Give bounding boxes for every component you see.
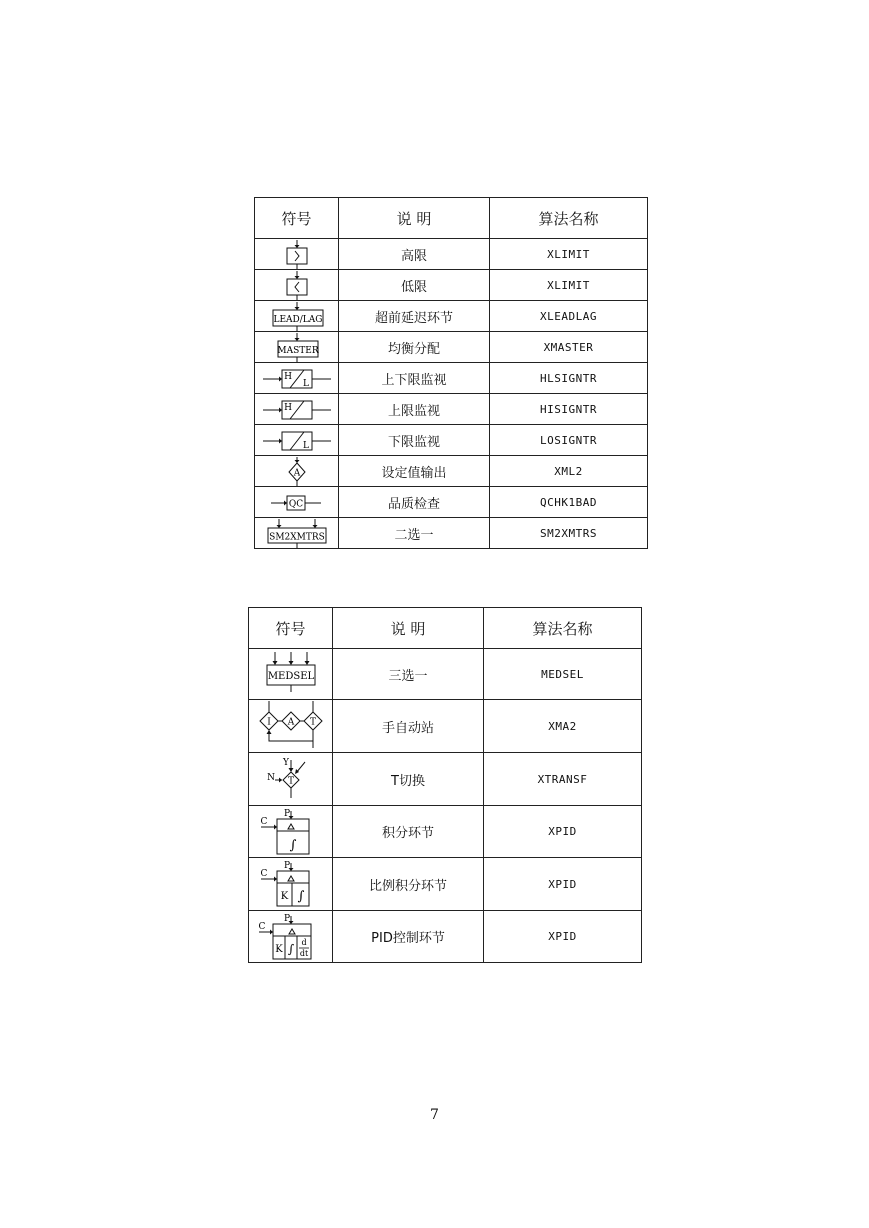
table-header-row xyxy=(249,608,642,649)
l-label: L xyxy=(302,440,309,451)
table-row xyxy=(249,649,642,700)
header-algorithm: 算法名称 xyxy=(484,608,642,649)
row-description: 上限监视 xyxy=(339,394,490,425)
master-label: MASTER xyxy=(276,345,319,356)
row-description: 低限 xyxy=(339,270,490,301)
row-algorithm: LOSIGNTR xyxy=(490,425,648,456)
sm2xmtrs-label: SM2XMTRS xyxy=(268,532,325,542)
row-algorithm: HLSIGNTR xyxy=(490,363,648,394)
row-description: 手自动站 xyxy=(333,700,484,753)
c-label: C xyxy=(260,816,267,827)
a-label: A xyxy=(293,468,300,478)
row-description: 品质检查 xyxy=(339,487,490,518)
t-switch-symbol xyxy=(249,753,333,806)
row-algorithm: XMA2 xyxy=(484,700,642,753)
lead-lag-label: LEAD/LAG xyxy=(273,314,322,325)
row-algorithm: XPID xyxy=(484,858,642,911)
table-row xyxy=(255,394,648,425)
table-row xyxy=(255,239,648,270)
t-label: T xyxy=(287,776,294,787)
header-symbol: 符号 xyxy=(249,608,333,649)
i-label: I xyxy=(266,717,271,728)
row-algorithm: HISIGNTR xyxy=(490,394,648,425)
row-algorithm: XPID xyxy=(484,911,642,963)
l-monitor-symbol xyxy=(255,425,339,456)
row-algorithm: XLEADLAG xyxy=(490,301,648,332)
integral-glyph: ∫ xyxy=(297,889,304,904)
p-label: P xyxy=(283,808,290,819)
header-symbol: 符号 xyxy=(255,198,339,239)
table-row xyxy=(255,363,648,394)
c-label: C xyxy=(260,869,267,879)
table-row xyxy=(255,518,648,549)
row-description: 积分环节 xyxy=(333,806,484,858)
table-row xyxy=(249,753,642,806)
row-description: 比例积分环节 xyxy=(333,858,484,911)
row-description: 设定值输出 xyxy=(339,456,490,487)
qc-label: QC xyxy=(288,499,303,509)
header-description: 说 明 xyxy=(333,608,484,649)
t-label: T xyxy=(309,717,316,728)
row-description: 均衡分配 xyxy=(339,332,490,363)
row-algorithm: XLIMIT xyxy=(490,270,648,301)
k-label: K xyxy=(280,891,288,902)
pid-symbol xyxy=(249,911,333,963)
table-row xyxy=(249,806,642,858)
row-algorithm: SM2XMTRS xyxy=(490,518,648,549)
a-label: A xyxy=(287,717,294,728)
table-row xyxy=(255,270,648,301)
high-limit-symbol xyxy=(255,239,339,270)
page-number: 7 xyxy=(430,1107,439,1123)
row-algorithm: XML2 xyxy=(490,456,648,487)
pi-symbol xyxy=(249,858,333,911)
manual-auto-symbol xyxy=(249,700,333,753)
row-description: 超前延迟环节 xyxy=(339,301,490,332)
table-row xyxy=(249,911,642,963)
quality-check-symbol xyxy=(255,487,339,518)
lead-lag-symbol xyxy=(255,301,339,332)
row-algorithm: QCHK1BAD xyxy=(490,487,648,518)
ddt-numerator: d xyxy=(300,937,307,947)
p-label: P xyxy=(283,861,290,871)
n-label: N xyxy=(266,773,275,783)
row-algorithm: XLIMIT xyxy=(490,239,648,270)
table-row xyxy=(249,858,642,911)
row-algorithm: MEDSEL xyxy=(484,649,642,700)
h-label: H xyxy=(283,371,292,382)
row-description: PID控制环节 xyxy=(333,911,484,963)
table-row xyxy=(255,332,648,363)
table-header-row xyxy=(255,198,648,239)
c-label: C xyxy=(258,921,265,932)
table-row xyxy=(249,700,642,753)
symbol-table-1 xyxy=(254,197,648,549)
row-description: 三选一 xyxy=(333,649,484,700)
header-description: 说 明 xyxy=(339,198,490,239)
table-row xyxy=(255,425,648,456)
row-description: 高限 xyxy=(339,239,490,270)
setpoint-symbol xyxy=(255,456,339,487)
master-symbol xyxy=(255,332,339,363)
p-label: P xyxy=(283,913,290,924)
row-algorithm: XTRANSF xyxy=(484,753,642,806)
h-monitor-symbol xyxy=(255,394,339,425)
row-description: 二选一 xyxy=(339,518,490,549)
row-algorithm: XPID xyxy=(484,806,642,858)
row-description: 上下限监视 xyxy=(339,363,490,394)
table-row xyxy=(255,301,648,332)
table-row xyxy=(255,456,648,487)
integral-symbol xyxy=(249,806,333,858)
ddt-denominator: dt xyxy=(299,948,308,958)
hl-monitor-symbol xyxy=(255,363,339,394)
symbol-table-2 xyxy=(248,607,642,963)
row-description: T切换 xyxy=(333,753,484,806)
row-algorithm: XMASTER xyxy=(490,332,648,363)
medsel-symbol xyxy=(249,649,333,700)
medsel-label: MEDSEL xyxy=(267,671,314,682)
y-label: Y xyxy=(282,758,289,768)
sm2xmtrs-symbol xyxy=(255,518,339,549)
row-description: 下限监视 xyxy=(339,425,490,456)
integral-glyph: ∫ xyxy=(287,941,294,956)
header-algorithm: 算法名称 xyxy=(490,198,648,239)
h-label: H xyxy=(283,402,292,413)
table-row xyxy=(255,487,648,518)
k-label: K xyxy=(274,943,283,955)
low-limit-symbol xyxy=(255,270,339,301)
l-label: L xyxy=(302,378,309,389)
integral-glyph: ∫ xyxy=(289,837,296,853)
